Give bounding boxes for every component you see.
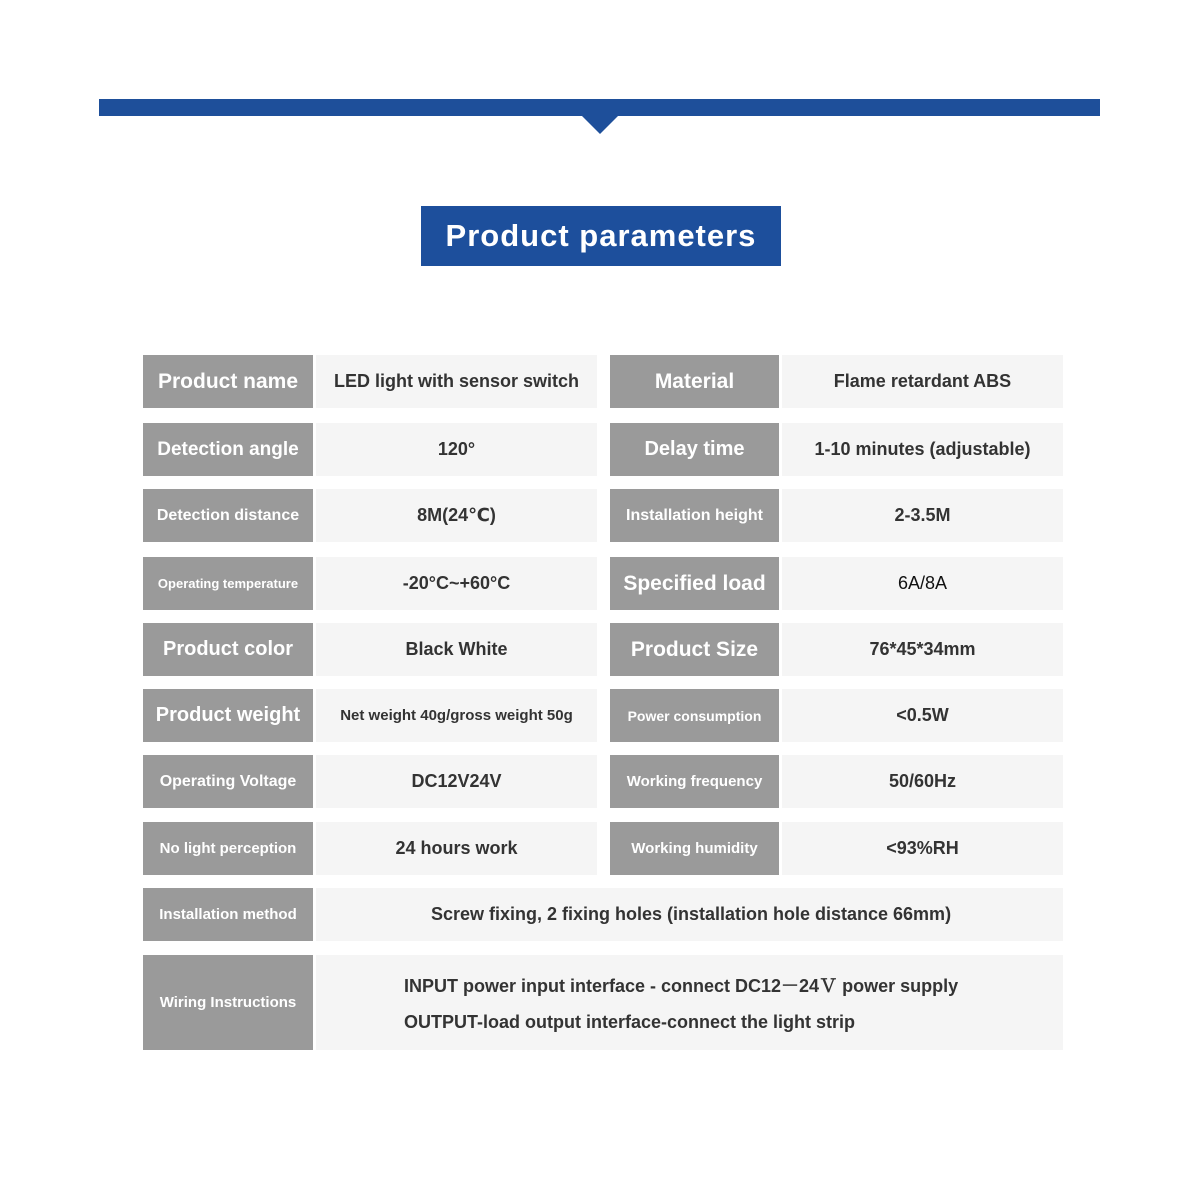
param-value-working-humidity: <93%RH [782,822,1063,875]
param-value-product-weight: Net weight 40g/gross weight 50g [316,689,597,742]
param-label-installation-method: Installation method [143,888,313,941]
param-value-working-frequency: 50/60Hz [782,755,1063,808]
section-title: Product parameters [421,206,781,266]
param-label-power-consumption: Power consumption [610,689,779,742]
param-value-material: Flame retardant ABS [782,355,1063,408]
wiring-line-output: OUTPUT-load output interface-connect the light strip [404,1012,856,1032]
param-label-detection-distance: Detection distance [143,489,313,542]
divider-arrow-icon [581,115,619,134]
param-value-power-consumption: <0.5W [782,689,1063,742]
param-value-installation-height: 2-3.5M [782,489,1063,542]
param-value-operating-voltage: DC12V24V [316,755,597,808]
param-value-product-name: LED light with sensor switch [316,355,597,408]
param-label-product-name: Product name [143,355,313,408]
param-value-detection-distance: 8M(24℃) [316,489,597,542]
param-label-product-weight: Product weight [143,689,313,742]
top-divider-bar [99,99,1100,116]
param-label-product-size: Product Size [610,623,779,676]
param-value-wiring-instructions [316,955,1063,1050]
param-value-delay-time: 1-10 minutes (adjustable) [782,423,1063,476]
param-label-specified-load: Specified load [610,557,779,610]
param-label-material: Material [610,355,779,408]
param-label-no-light-perception: No light perception [143,822,313,875]
param-value-operating-temperature: -20°C~+60°C [316,557,597,610]
param-value-no-light-perception: 24 hours work [316,822,597,875]
param-value-installation-method: Screw fixing, 2 fixing holes (installation hole distance 66mm) [316,888,1063,941]
param-label-product-color: Product color [143,623,313,676]
param-label-wiring-instructions: Wiring Instructions [143,955,313,1050]
param-label-detection-angle: Detection angle [143,423,313,476]
param-label-working-humidity: Working humidity [610,822,779,875]
param-value-detection-angle: 120° [316,423,597,476]
param-label-operating-temperature: Operating temperature [143,557,313,610]
wiring-line-input: INPUT power input interface - connect DC12－24Ｖ power supply [404,976,959,996]
param-value-product-color: Black White [316,623,597,676]
param-value-product-size: 76*45*34mm [782,623,1063,676]
param-label-working-frequency: Working frequency [610,755,779,808]
param-value-specified-load: 6A/8A [782,557,1063,610]
param-label-installation-height: Installation height [610,489,779,542]
param-label-delay-time: Delay time [610,423,779,476]
param-label-operating-voltage: Operating Voltage [143,755,313,808]
